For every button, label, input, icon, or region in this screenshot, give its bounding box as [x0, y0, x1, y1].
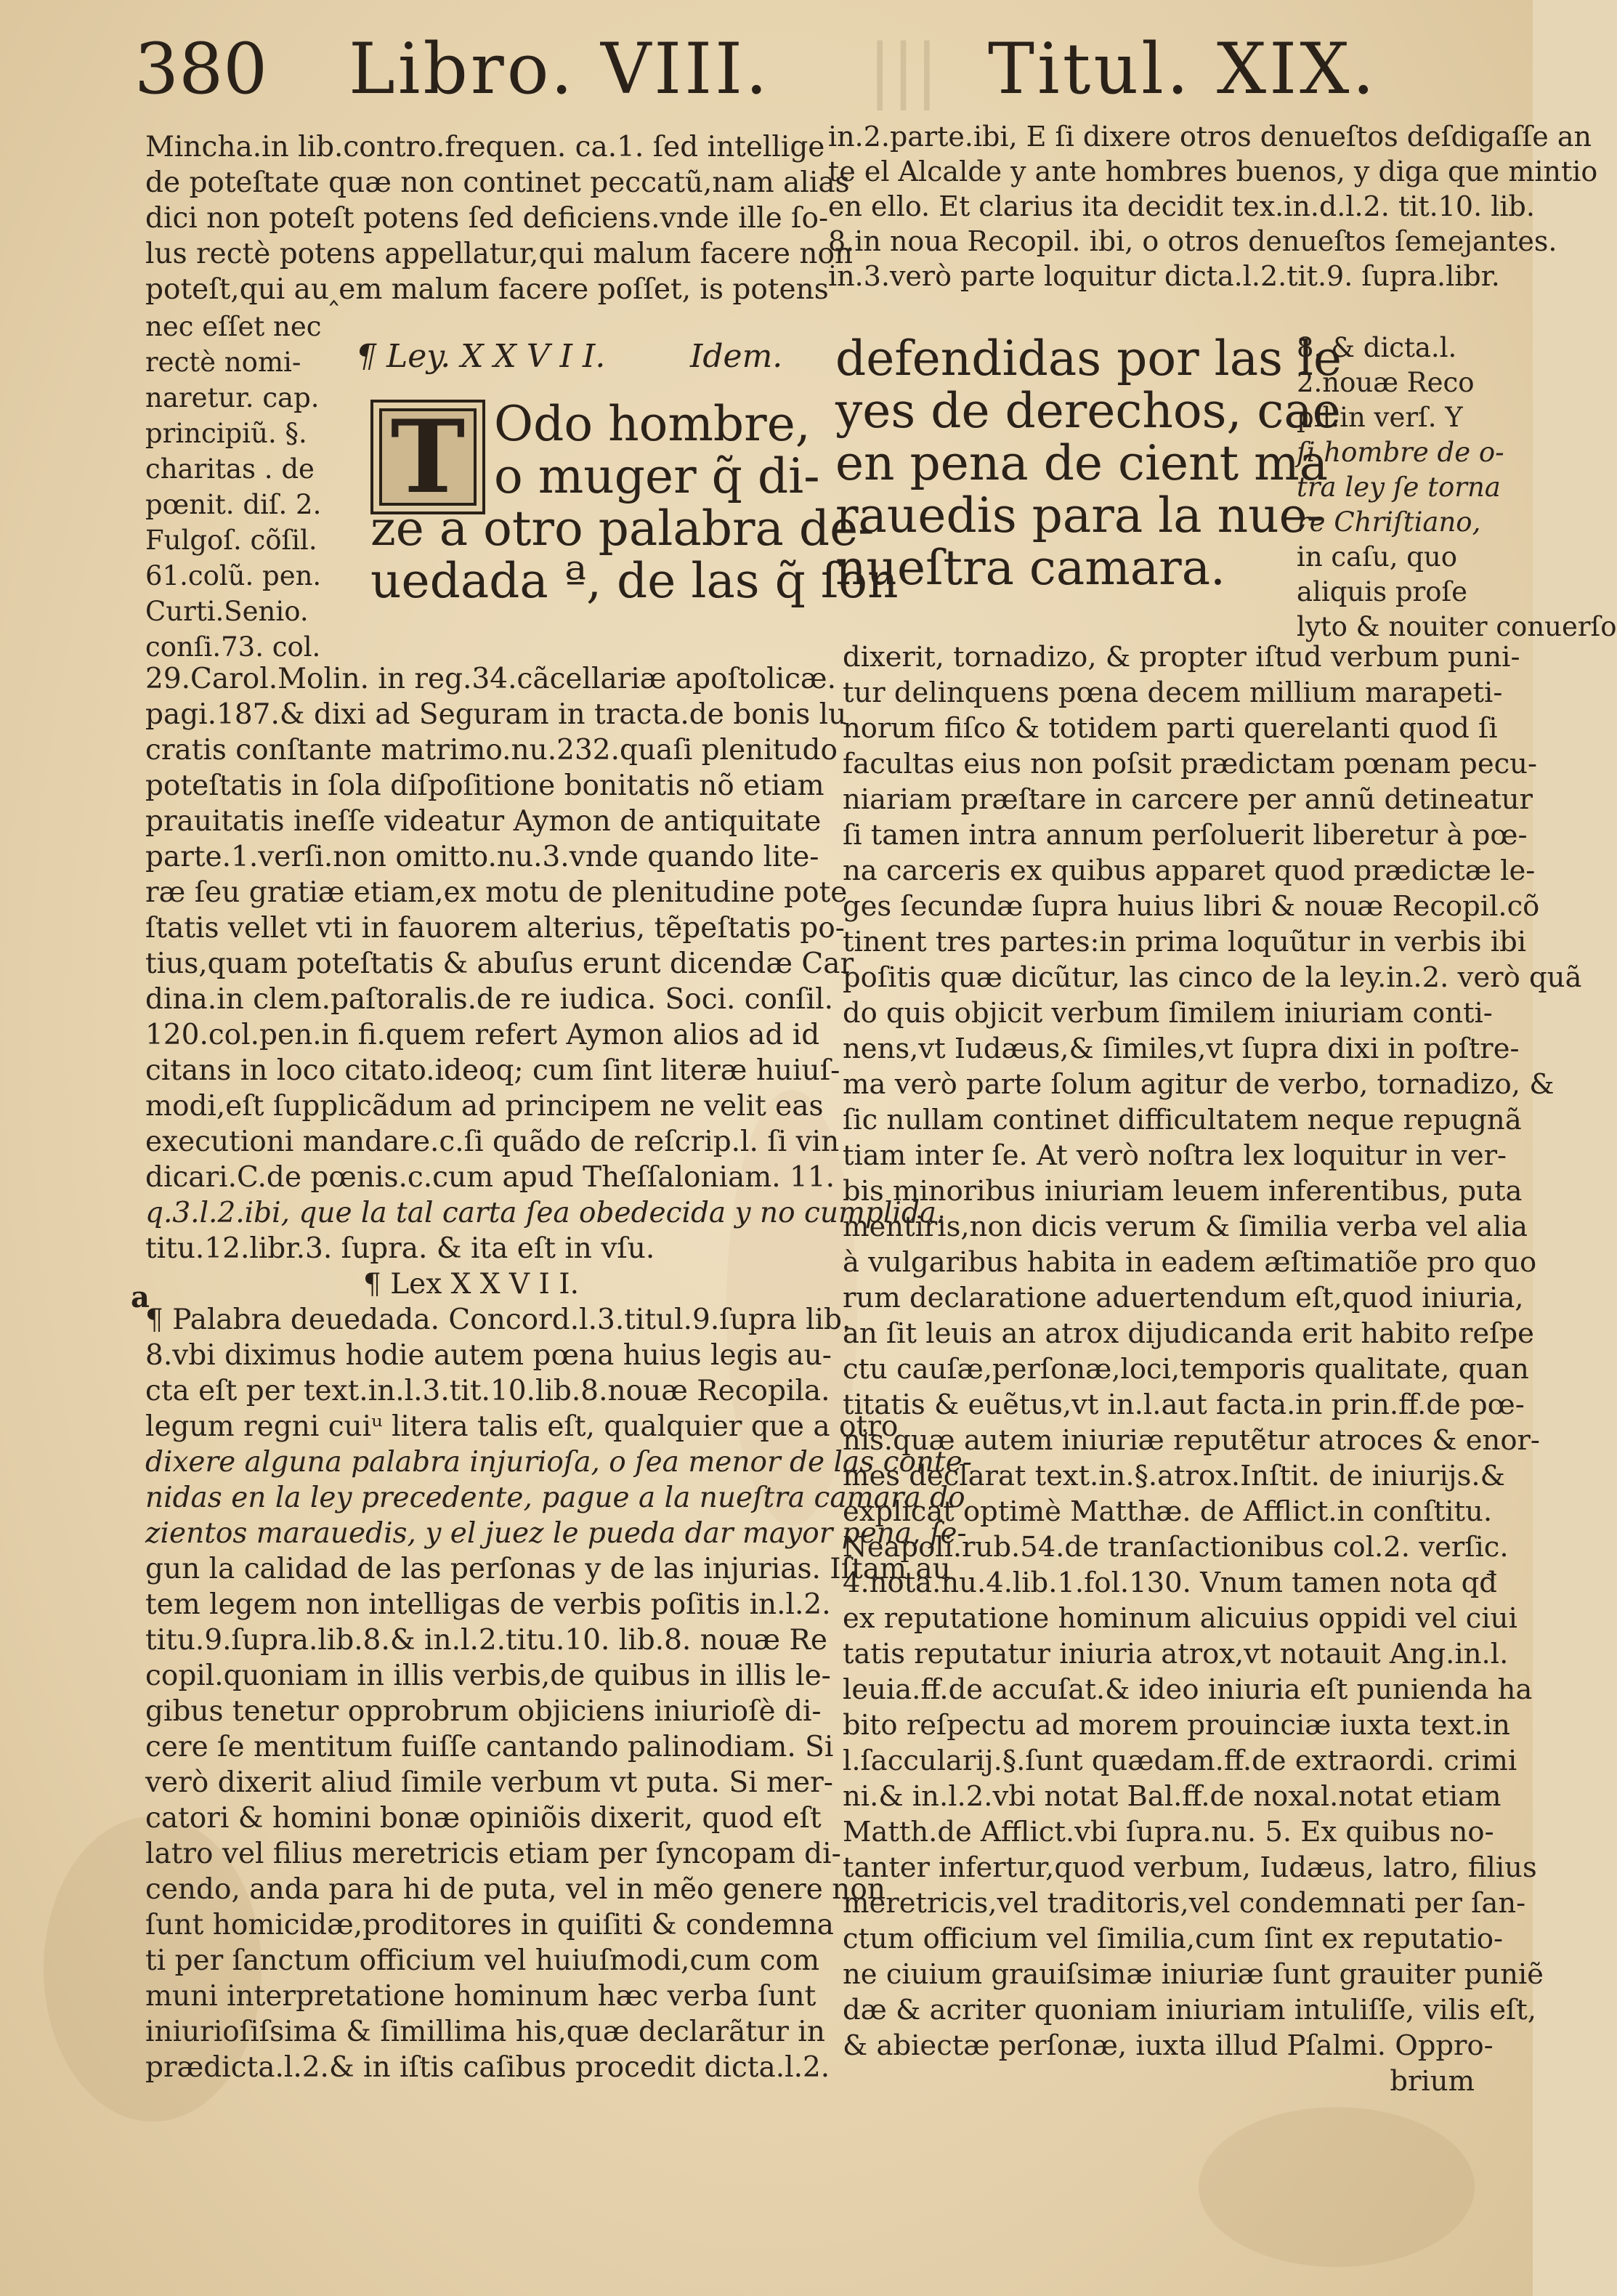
law-line: o muger q̃ di-: [494, 448, 820, 504]
text-line: ſunt homicidæ,proditores in quiſiti & condemna: [145, 1909, 834, 1941]
lex-subheading: ¶ Lex X X V I I.: [363, 1268, 580, 1301]
text-line: Mincha.in lib.contro.frequen. ca.1. ſed intellige: [145, 131, 825, 163]
text-line: pil.in verſ. Y: [1297, 402, 1463, 433]
law-text-right: [835, 333, 1342, 594]
law-line: rauedis para la nue-: [835, 488, 1324, 543]
running-head-titulo: Titul. XIX.: [988, 28, 1377, 110]
text-line: nis.quæ autem iniuriæ reputẽtur atroces & enor-: [843, 1424, 1540, 1457]
text-line: re Chriſtiano,: [1297, 506, 1481, 538]
text-line: niariam præſtare in carcere per annũ detineatur: [843, 783, 1533, 816]
text-line: & abiectæ perſonæ, iuxta illud Pſalmi. Oppro-: [843, 2029, 1494, 2062]
text-line: facultas eius non poſsit prædictam pœnam pecu-: [843, 748, 1537, 780]
text-line: conſi.73. col.: [145, 631, 321, 663]
text-line: nidas en la ley precedente, pague a la nueſtra camara do: [145, 1482, 965, 1514]
text-line: modi,eſt ſupplicãdum ad principem ne velit eas: [145, 1090, 824, 1123]
text-line: poſitis quæ dicũtur, las cinco de la ley.in.2. verò quã: [843, 961, 1582, 994]
law-line: uedada ª, de las q̃ ſon: [370, 553, 899, 609]
text-line: 2.nouæ Reco: [1297, 367, 1475, 398]
text-line: 120.col.pen.in fi.quem refert Aymon alios ad id: [145, 1019, 820, 1051]
text-line: ræ ſeu gratiæ etiam,ex motu de plenitudine pote: [145, 876, 848, 909]
text-line: norum fiſco & totidem parti querelanti quod ſi: [843, 712, 1498, 745]
text-line: executioni mandare.c.ſi quãdo de reſcrip.l. ſi vin: [145, 1125, 840, 1158]
text-line: nec eſſet nec: [145, 311, 322, 342]
text-line: rectè nomi-: [145, 347, 301, 378]
text-line: cere ſe mentitum fuiſſe cantando palinodiam. Si: [145, 1731, 834, 1763]
text-line: muni interpretatione hominum hæc verba ſunt: [145, 1980, 816, 2013]
text-line: à vulgaribus habita in eadem æſtimatiõe pro quo: [843, 1246, 1537, 1279]
text-line: gun la calidad de las perſonas y de las injurias. Iſtam au: [145, 1553, 951, 1585]
text-line: ſi hombre de o-: [1297, 437, 1504, 468]
text-line: tra ley ſe torna: [1297, 472, 1501, 503]
text-line: ¶ Palabra deuedada. Concord.l.3.titul.9.ſupra lib.: [145, 1303, 851, 1336]
law-text-left: [370, 398, 899, 607]
text-line: in caſu, quo: [1297, 541, 1458, 573]
text-line: zientos marauedis, y el juez le pueda dar mayor pena, ſe-: [145, 1517, 967, 1550]
text-line: cta eſt per text.in.l.3.tit.10.lib.8.nouæ Recopila.: [145, 1375, 830, 1407]
right-column-top: [828, 119, 1598, 294]
text-line: latro vel filius meretricis etiam per ſyncopam di-: [145, 1838, 841, 1870]
text-line: ſic nullam continet difficultatem neque repugnã: [843, 1104, 1522, 1136]
text-line: l.ſaccularij.§.ſunt quædam.ff.de extraordi. crimi: [843, 1745, 1517, 1777]
text-line: charitas . de: [145, 453, 315, 485]
text-line: copil.quoniam in illis verbis,de quibus in illis le-: [145, 1660, 831, 1692]
text-line: ma verò parte ſolum agitur de verbo, tornadizo, &: [843, 1068, 1555, 1101]
text-line: poteſt,qui au‸em malum facere poſſet, is potens: [145, 273, 829, 306]
text-line: dixere alguna palabra injurioſa, o ſea menor de las conte-: [145, 1446, 972, 1479]
page-number: 380: [134, 28, 268, 110]
text-line: in.3.verò parte loquitur dicta.l.2.tit.9. ſupra.libr.: [828, 260, 1500, 292]
left-column-top: [145, 129, 854, 307]
text-line: 8.vbi diximus hodie autem pœna huius legis au-: [145, 1339, 832, 1372]
law-line: Odo hombre,: [494, 396, 811, 452]
text-line: tem legem non intelligas de verbis poſitis in.l.2.: [145, 1588, 831, 1621]
text-line: rum declaratione aduertendum eſt,quod iniuria,: [843, 1282, 1524, 1314]
text-line: Matth.de Afflict.vbi ſupra.nu. 5. Ex quibus no-: [843, 1816, 1494, 1848]
law-heading: ¶ Ley. X X V I I.: [356, 338, 606, 375]
text-line: dixerit, tornadizo, & propter iſtud verbum puni-: [843, 641, 1520, 674]
text-line: parte.1.verſi.non omitto.nu.3.vnde quando lite-: [145, 841, 819, 873]
left-column-body: [145, 661, 972, 2085]
law-line: defendidas por las le: [835, 331, 1342, 387]
text-line: gibus tenetur opprobrum objiciens iniurioſè di-: [145, 1695, 822, 1728]
text-line: dici non poteſt potens ſed deficiens.vnde ille ſo-: [145, 202, 829, 235]
law-line: nueſtra camara.: [835, 540, 1226, 596]
text-line: verò dixerit aliud ſimile verbum vt puta. Si mer-: [145, 1766, 833, 1799]
text-line: leuia.ff.de accuſat.& ideo iniuria eſt punienda ha: [843, 1673, 1533, 1706]
text-line: ti per ſanctum officium vel huiuſmodi,cum com: [145, 1944, 820, 1977]
text-line: 8.in noua Recopil. ibi, o otros denueſtos ſemejantes.: [828, 225, 1557, 257]
text-line: ne ciuium grauiſsimæ iniuriæ ſunt grauiter puniẽ: [843, 1958, 1544, 1991]
catchword: brium: [1390, 2065, 1475, 2098]
text-line: aliquis proſe: [1297, 576, 1468, 607]
text-line: citans in loco citato.ideoq; cum ſint literæ huiuſ-: [145, 1054, 840, 1087]
text-line: explicat optimè Matthæ. de Afflict.in conſtitu.: [843, 1495, 1493, 1528]
text-line: q.3.l.2.ibi, que la tal carta ſea obedecida y no cumplida.: [145, 1197, 946, 1229]
text-line: mentiris,non dicis verum & ſimilia verba vel alia: [843, 1210, 1528, 1243]
right-column-body: [843, 639, 1582, 2099]
text-line: ctu cauſæ,perſonæ,loci,temporis qualitate, quan: [843, 1353, 1529, 1386]
text-line: na carceris ex quibus apparet quod prædictæ le-: [843, 854, 1536, 887]
text-line: ex reputatione hominum alicuius oppidi vel ciui: [843, 1602, 1517, 1635]
text-line: meretricis,vel traditoris,vel condemnati per ſan-: [843, 1887, 1526, 1920]
text-line: tiam inter ſe. At verò noſtra lex loquitur in ver-: [843, 1139, 1507, 1172]
law-line: yes de derechos, cae: [835, 383, 1341, 439]
text-line: titu.12.libr.3. ſupra. & ita eſt in vſu.: [145, 1232, 655, 1265]
decorated-initial: T: [370, 400, 485, 514]
text-line: bis minoribus iniuriam leuem inferentibus, puta: [843, 1175, 1523, 1208]
text-line: 29.Carol.Molin. in reg.34.cãcellariæ apoſtolicæ.: [145, 663, 836, 695]
text-line: ſi tamen intra annum perſoluerit liberetur à pœ-: [843, 819, 1528, 852]
text-line: ni.& in.l.2.vbi notat Bal.ff.de noxal.notat etiam: [843, 1780, 1502, 1813]
text-line: dina.in clem.paſtoralis.de re iudica. Soci. conſil.: [145, 983, 834, 1016]
left-narrow-column: [145, 309, 349, 665]
text-line: 4.nota.nu.4.lib.1.fol.130. Vnum tamen nota qđ: [843, 1567, 1497, 1599]
text-line: tinent tres partes:in prima loquũtur in verbis ibi: [843, 926, 1527, 958]
text-line: dæ & acriter quoniam iniuriam intuliſſe, vilis eſt,: [843, 1994, 1536, 2026]
text-line: te el Alcalde y ante hombres buenos, y diga que mintio: [828, 155, 1598, 187]
text-line: iniurioſiſsima & ſimillima his,quæ declarãtur in: [145, 2016, 825, 2048]
text-line: mes declarat text.in.§.atrox.Inſtit. de iniurijs.&: [843, 1460, 1505, 1492]
text-line: en ello. Et clarius ita decidit tex.in.d.l.2. tit.10. lib.: [828, 190, 1535, 222]
text-line: ges ſecundæ ſupra huius libri & nouæ Recopil.cõ: [843, 890, 1540, 923]
text-line: pœnit. diſ. 2.: [145, 489, 322, 520]
text-line: tur delinquens pœna decem millium marapeti-: [843, 676, 1503, 709]
text-line: dicari.C.de pœnis.c.cum apud Theſſaloniam. 11.: [145, 1161, 835, 1194]
text-line: Fulgoſ. cõſil.: [145, 525, 317, 556]
text-line: naretur. cap.: [145, 382, 320, 413]
text-line: titatis & euẽtus,vt in.l.aut facta.in prin.ff.de pœ-: [843, 1388, 1525, 1421]
text-line: in.2.parte.ibi, E ſi dixere otros denueſtos deſdigaſſe an: [828, 121, 1592, 153]
law-line: ze a otro palabra de-: [370, 501, 875, 557]
text-line: tatis reputatur iniuria atrox,vt notauit Ang.in.l.: [843, 1638, 1509, 1670]
law-line: en pena de cient ma: [835, 435, 1329, 491]
text-line: Curti.Senio.: [145, 596, 309, 627]
text-line: lus rectè potens appellatur,qui malum facere non: [145, 238, 854, 270]
text-line: Neapoli.rub.54.de tranſactionibus col.2. verſic.: [843, 1531, 1509, 1564]
text-line: poteſtatis in ſola diſpoſitione bonitatis nõ etiam: [145, 769, 824, 802]
text-line: 8. & dicta.l.: [1297, 332, 1457, 363]
text-line: nens,vt Iudæus,& ſimiles,vt ſupra dixi in poſtre-: [843, 1032, 1520, 1065]
text-line: tanter infertur,quod verbum, Iudæus, latro, filius: [843, 1851, 1537, 1884]
text-line: pagi.187.& dixi ad Seguram in tracta.de bonis lu: [145, 698, 847, 731]
text-line: prædicta.l.2.& in iſtis caſibus procedit dicta.l.2.: [145, 2051, 830, 2084]
text-line: cratis conſtante matrimo.nu.232.quaſi plenitudo: [145, 734, 838, 767]
text-line: titu.9.ſupra.lib.8.& in.l.2.titu.10. lib.8. nouæ Re: [145, 1624, 827, 1657]
text-line: lyto & nouiter conuerſo: [1297, 611, 1617, 642]
text-line: principiũ. §.: [145, 418, 307, 449]
paper-stain: [1199, 2107, 1475, 2267]
text-line: ctum officium vel ſimilia,cum ſint ex reputatio-: [843, 1923, 1504, 1955]
text-line: cendo, anda para hi de puta, vel in mẽo genere non: [145, 1873, 885, 1906]
text-line: 61.colũ. pen.: [145, 560, 322, 591]
text-line: de poteſtate quæ non continet peccatũ,nam alias: [145, 166, 850, 199]
text-line: do quis objicit verbum ſimilem iniuriam conti-: [843, 997, 1493, 1030]
text-line: tius,quam poteſtatis & abuſus erunt dicendæ Car: [145, 947, 854, 980]
law-idem: Idem.: [690, 338, 783, 375]
text-line: catori & homini bonæ opiniõis dixerit, quod eſt: [145, 1802, 822, 1835]
note-marker: a: [131, 1280, 150, 1314]
text-line: bito reſpectu ad morem prouinciæ iuxta text.in: [843, 1709, 1510, 1742]
text-line: legum regni cuiᵘ litera talis eſt, qualquier que a otro: [145, 1410, 899, 1443]
text-line: prauitatis ineſſe videatur Aymon de antiquitate: [145, 805, 822, 838]
right-narrow-column: [1297, 331, 1617, 644]
text-line: an ſit leuis an atrox dijudicanda erit habito reſpe: [843, 1317, 1534, 1350]
running-head-libro: Libro. VIII.: [349, 28, 771, 110]
show-through-mark: |||: [868, 29, 939, 110]
text-line: ſtatis vellet vti in fauorem alterius, tẽpeſtatis po-: [145, 912, 845, 945]
